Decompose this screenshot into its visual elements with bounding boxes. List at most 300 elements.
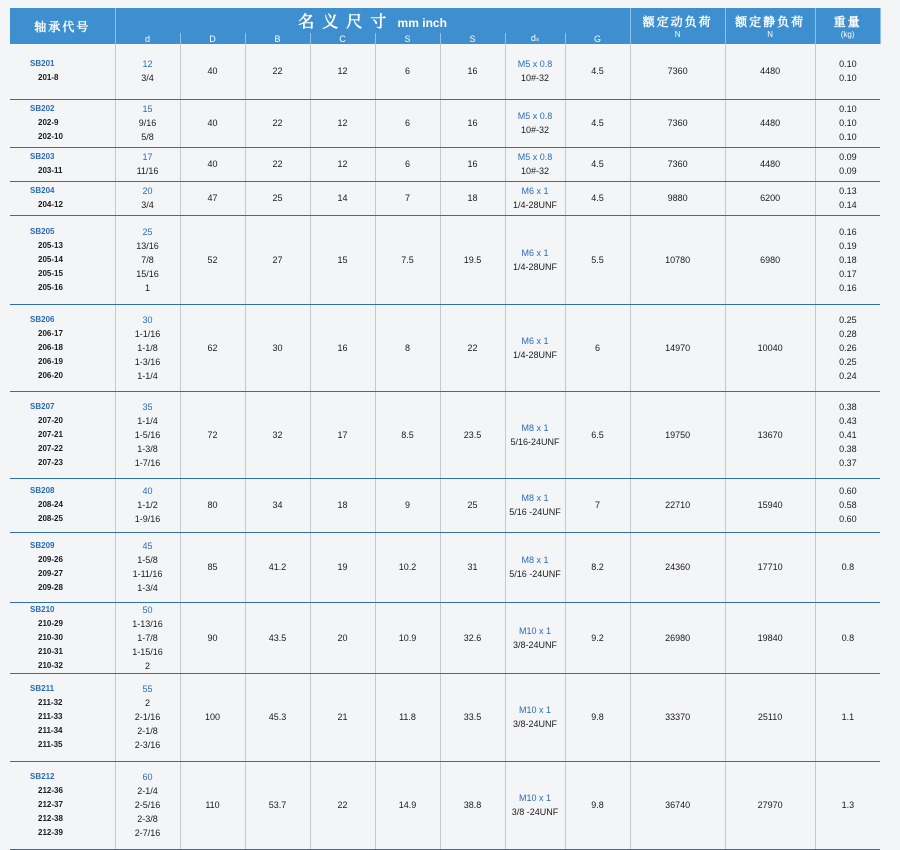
set-screw-imperial: 3/8 -24UNF (511, 807, 559, 817)
static-load-cell: 6980 (725, 215, 815, 304)
weight-value: 0.16 (839, 226, 857, 237)
bore-cell (115, 215, 180, 304)
bearing-group-row (10, 391, 880, 478)
S1-cell: 10.9 (375, 602, 440, 673)
weight-cell (815, 181, 880, 215)
S2-cell: 22 (440, 304, 505, 391)
bearing-group-row (10, 761, 880, 849)
set-screw-metric: M10 x 1 (518, 625, 551, 636)
G-cell: 4.5 (565, 147, 630, 181)
bore-inch: 1-1/4 (137, 415, 158, 426)
sub-code: 211-32 (38, 698, 63, 707)
set-screw-imperial: 5/16 -24UNF (509, 507, 561, 517)
width-B-cell: 25 (245, 181, 310, 215)
outer-diameter-cell: 40 (180, 44, 245, 99)
bore-inch: 2 (144, 698, 150, 708)
weight-cell (815, 673, 880, 761)
sub-code: 205-14 (38, 254, 63, 264)
S2-cell: 23.5 (440, 391, 505, 478)
bore-inch: 11/16 (136, 166, 159, 176)
S2-cell: 31 (440, 532, 505, 602)
sub-code: 207-23 (38, 457, 63, 467)
sub-code: 202-10 (38, 132, 63, 141)
bore-inch: 2-1/4 (137, 786, 158, 796)
sb-code: SB208 (30, 486, 55, 495)
outer-diameter-cell: 40 (180, 99, 245, 147)
header-static-load: 额定静负荷 N (725, 8, 815, 44)
G-cell: 9.8 (565, 673, 630, 761)
weight-value: 0.41 (839, 429, 857, 440)
bore-inch: 2-1/16 (134, 712, 161, 722)
width-C-cell: 15 (310, 215, 375, 304)
width-C-cell: 20 (310, 602, 375, 673)
set-screw-imperial: 1/4-28UNF (512, 200, 557, 210)
dynamic-load-cell: 22710 (630, 478, 725, 532)
width-B-cell: 27 (245, 215, 310, 304)
width-B-cell: 22 (245, 99, 310, 147)
set-screw-imperial: 10#-32 (520, 166, 550, 176)
bore-inch: 15/16 (136, 268, 159, 279)
sub-code: 210-31 (38, 646, 63, 656)
set-screw-imperial: 5/16-24UNF (510, 436, 560, 447)
weight-cell (815, 391, 880, 478)
weight-cell (815, 99, 880, 147)
weight-value: 0.25 (839, 314, 857, 325)
outer-diameter-cell: 52 (180, 215, 245, 304)
bore-inch: 1-15/16 (132, 646, 163, 657)
bearing-group-row (10, 147, 880, 181)
bearing-group-row (10, 602, 880, 673)
sub-code: 212-37 (38, 800, 63, 809)
bearing-code-cell (10, 761, 115, 849)
sub-code: 206-20 (38, 370, 63, 380)
bearing-group-row (10, 215, 880, 304)
header-G: G (565, 33, 630, 44)
sb-code: SB204 (30, 186, 55, 195)
sb-code: SB209 (30, 541, 55, 550)
sub-code: 210-30 (38, 632, 63, 642)
set-screw-imperial: 5/16 -24UNF (509, 569, 561, 579)
G-cell: 7 (565, 478, 630, 532)
bore-mm: 45 (142, 541, 153, 551)
bore-mm: 40 (142, 486, 153, 496)
bore-mm: 25 (142, 226, 153, 237)
G-cell: 9.8 (565, 761, 630, 849)
weight-value: 0.09 (839, 166, 857, 176)
header-S2: S (440, 33, 505, 44)
bore-inch: 1-5/8 (137, 555, 158, 565)
dynamic-load-cell: 24360 (630, 532, 725, 602)
width-C-cell: 16 (310, 304, 375, 391)
weight-value: 0.8 (841, 632, 855, 643)
static-load-cell: 15940 (725, 478, 815, 532)
set-screw-imperial: 3/8-24UNF (512, 639, 557, 650)
bore-inch: 2-7/16 (134, 828, 161, 838)
set-screw-metric: M10 x 1 (518, 705, 551, 715)
outer-diameter-cell: 110 (180, 761, 245, 849)
set-screw-imperial: 1/4-28UNF (512, 261, 557, 272)
bore-inch: 1-3/16 (134, 356, 161, 367)
weight-value: 0.24 (839, 370, 857, 381)
weight-cell (815, 304, 880, 391)
sub-code: 205-16 (38, 282, 63, 292)
bearing-group-row (10, 99, 880, 147)
weight-value: 0.10 (839, 118, 857, 128)
header-weight: 重量 (kg) (815, 8, 880, 44)
outer-diameter-cell: 85 (180, 532, 245, 602)
weight-value: 0.26 (839, 342, 857, 353)
set-screw-imperial: 10#-32 (520, 73, 550, 84)
bore-cell (115, 602, 180, 673)
bore-inch: 1-9/16 (134, 514, 161, 524)
G-cell: 4.5 (565, 181, 630, 215)
bore-cell (115, 673, 180, 761)
bore-mm: 20 (142, 186, 153, 196)
width-B-cell: 43.5 (245, 602, 310, 673)
weight-value: 0.10 (839, 59, 857, 70)
sub-code: 210-29 (38, 618, 63, 628)
bore-cell (115, 391, 180, 478)
sb-code: SB206 (30, 314, 55, 324)
sub-code: 212-36 (38, 786, 63, 795)
static-load-cell: 27970 (725, 761, 815, 849)
bore-inch: 1-13/16 (132, 618, 163, 629)
sub-code: 202-9 (38, 118, 59, 127)
bore-inch: 3/4 (141, 200, 154, 210)
width-B-cell: 22 (245, 44, 310, 99)
width-C-cell: 12 (310, 99, 375, 147)
set-screw-metric: M6 x 1 (521, 186, 549, 196)
G-cell: 8.2 (565, 532, 630, 602)
weight-value: 1.3 (841, 800, 855, 810)
weight-cell (815, 147, 880, 181)
bore-inch: 1-1/2 (137, 500, 158, 510)
width-B-cell: 53.7 (245, 761, 310, 849)
width-C-cell: 19 (310, 532, 375, 602)
bore-cell (115, 147, 180, 181)
sub-code: 207-20 (38, 415, 63, 425)
static-load-cell: 4480 (725, 147, 815, 181)
bore-mm: 60 (142, 772, 153, 782)
static-load-cell: 19840 (725, 602, 815, 673)
width-C-cell: 14 (310, 181, 375, 215)
sub-code: 212-39 (38, 828, 63, 837)
S1-cell: 10.2 (375, 532, 440, 602)
S1-cell: 7 (375, 181, 440, 215)
static-load-cell: 10040 (725, 304, 815, 391)
bore-inch: 2-5/16 (134, 800, 161, 810)
weight-value: 0.16 (839, 282, 857, 293)
outer-diameter-cell: 40 (180, 147, 245, 181)
weight-value: 1.1 (841, 712, 855, 722)
weight-cell (815, 478, 880, 532)
width-C-cell: 12 (310, 147, 375, 181)
sub-code: 206-19 (38, 356, 63, 366)
bearing-group-row (10, 181, 880, 215)
set-screw-metric: M5 x 0.8 (517, 152, 553, 162)
set-screw-metric: M8 x 1 (521, 493, 549, 503)
sb-code: SB205 (30, 226, 55, 236)
bore-inch: 2 (144, 660, 150, 671)
header-B: B (245, 33, 310, 44)
bore-inch: 2-1/8 (137, 726, 158, 736)
G-cell: 4.5 (565, 44, 630, 99)
sub-code: 206-18 (38, 342, 63, 352)
weight-value: 0.09 (839, 152, 857, 162)
set-screw-cell (505, 532, 565, 602)
bore-inch: 1-11/16 (132, 569, 163, 579)
bore-mm: 55 (142, 684, 153, 694)
sb-code: SB201 (30, 59, 55, 69)
sub-code: 207-21 (38, 429, 63, 439)
set-screw-metric: M8 x 1 (521, 422, 549, 433)
static-load-cell: 17710 (725, 532, 815, 602)
static-load-cell: 4480 (725, 99, 815, 147)
bearing-code-cell (10, 478, 115, 532)
bearing-group-row (10, 478, 880, 532)
outer-diameter-cell: 62 (180, 304, 245, 391)
sub-code: 204-12 (38, 200, 63, 209)
weight-value: 0.8 (841, 562, 855, 572)
weight-value: 0.18 (839, 254, 857, 265)
set-screw-cell (505, 99, 565, 147)
set-screw-metric: M10 x 1 (518, 793, 551, 803)
spec-table-body (10, 44, 880, 849)
bore-cell (115, 532, 180, 602)
bore-cell (115, 99, 180, 147)
S1-cell: 6 (375, 44, 440, 99)
sub-code: 210-32 (38, 660, 63, 670)
set-screw-metric: M8 x 1 (521, 555, 549, 565)
sub-code: 206-17 (38, 328, 63, 338)
weight-value: 0.43 (839, 415, 857, 426)
S2-cell: 38.8 (440, 761, 505, 849)
weight-value: 0.19 (839, 240, 857, 251)
bore-mm: 30 (142, 314, 153, 325)
sb-code: SB212 (30, 772, 55, 781)
width-B-cell: 30 (245, 304, 310, 391)
dynamic-load-cell: 7360 (630, 147, 725, 181)
dynamic-load-cell: 14970 (630, 304, 725, 391)
weight-value: 0.60 (839, 486, 857, 496)
G-cell: 9.2 (565, 602, 630, 673)
bearing-code-cell (10, 215, 115, 304)
set-screw-cell (505, 147, 565, 181)
outer-diameter-cell: 90 (180, 602, 245, 673)
width-C-cell: 22 (310, 761, 375, 849)
sub-code: 205-15 (38, 268, 63, 278)
sub-code: 207-22 (38, 443, 63, 453)
bore-inch: 13/16 (136, 240, 159, 251)
weight-value: 0.10 (839, 132, 857, 142)
S2-cell: 16 (440, 44, 505, 99)
S2-cell: 18 (440, 181, 505, 215)
dynamic-load-cell: 10780 (630, 215, 725, 304)
bearing-code-cell (10, 99, 115, 147)
header-D: D (180, 33, 245, 44)
set-screw-metric: M5 x 0.8 (517, 59, 553, 70)
set-screw-cell (505, 761, 565, 849)
S2-cell: 16 (440, 99, 505, 147)
width-C-cell: 18 (310, 478, 375, 532)
weight-value: 0.25 (839, 356, 857, 367)
G-cell: 6 (565, 304, 630, 391)
outer-diameter-cell: 47 (180, 181, 245, 215)
set-screw-metric: M6 x 1 (521, 335, 549, 346)
width-B-cell: 34 (245, 478, 310, 532)
bearing-code-cell (10, 181, 115, 215)
bore-inch: 2-3/16 (134, 740, 161, 750)
sub-code: 211-33 (38, 712, 63, 721)
S2-cell: 33.5 (440, 673, 505, 761)
G-cell: 5.5 (565, 215, 630, 304)
header-C: C (310, 33, 375, 44)
sub-code: 212-38 (38, 814, 63, 823)
header-ds: dₛ (505, 33, 565, 44)
width-C-cell: 12 (310, 44, 375, 99)
bore-inch: 1-7/16 (134, 457, 161, 468)
bore-cell (115, 44, 180, 99)
weight-cell (815, 602, 880, 673)
bearing-group-row (10, 532, 880, 602)
dynamic-load-cell: 19750 (630, 391, 725, 478)
weight-value: 0.28 (839, 328, 857, 339)
bore-mm: 35 (142, 401, 153, 412)
bearing-code-cell (10, 673, 115, 761)
sub-code: 211-34 (38, 726, 63, 735)
S1-cell: 7.5 (375, 215, 440, 304)
G-cell: 6.5 (565, 391, 630, 478)
bore-inch: 1-1/4 (137, 370, 158, 381)
weight-value: 0.10 (839, 73, 857, 84)
set-screw-cell (505, 478, 565, 532)
bearing-code-cell (10, 147, 115, 181)
width-B-cell: 32 (245, 391, 310, 478)
weight-value: 0.38 (839, 443, 857, 454)
weight-value: 0.38 (839, 401, 857, 412)
bore-inch: 1-5/16 (134, 429, 161, 440)
bore-inch: 1-7/8 (137, 632, 158, 643)
weight-value: 0.10 (839, 104, 857, 114)
weight-value: 0.14 (839, 200, 857, 210)
bore-mm: 17 (142, 152, 153, 162)
S1-cell: 8 (375, 304, 440, 391)
bore-mm: 50 (142, 604, 153, 615)
weight-cell (815, 532, 880, 602)
set-screw-cell (505, 391, 565, 478)
dynamic-load-cell: 9880 (630, 181, 725, 215)
set-screw-cell (505, 181, 565, 215)
outer-diameter-cell: 100 (180, 673, 245, 761)
dynamic-load-cell: 33370 (630, 673, 725, 761)
dynamic-load-cell: 7360 (630, 44, 725, 99)
set-screw-metric: M6 x 1 (521, 247, 549, 258)
outer-diameter-cell: 80 (180, 478, 245, 532)
sub-code: 209-26 (38, 555, 63, 564)
sb-code: SB211 (30, 684, 55, 693)
bore-cell (115, 304, 180, 391)
sb-code: SB202 (30, 104, 55, 113)
sub-code: 203-11 (38, 166, 63, 175)
sub-code: 205-13 (38, 240, 63, 250)
header-code: 轴承代号 (10, 8, 115, 44)
bore-inch: 3/4 (141, 73, 154, 84)
weight-value: 0.37 (839, 457, 857, 468)
weight-cell (815, 761, 880, 849)
bearing-code-cell (10, 44, 115, 99)
bore-mm: 12 (142, 59, 153, 70)
S1-cell: 6 (375, 99, 440, 147)
bore-inch: 2-3/8 (137, 814, 158, 824)
bearing-spec-sheet (10, 8, 880, 836)
bore-cell (115, 761, 180, 849)
bearing-group-row (10, 44, 880, 99)
sub-code: 211-35 (38, 740, 63, 749)
static-load-cell: 25110 (725, 673, 815, 761)
S2-cell: 19.5 (440, 215, 505, 304)
bearing-code-cell (10, 304, 115, 391)
weight-cell (815, 215, 880, 304)
sub-code: 209-27 (38, 569, 63, 578)
bore-inch: 5/8 (141, 132, 154, 142)
set-screw-cell (505, 602, 565, 673)
sub-code: 208-25 (38, 514, 63, 523)
sb-code: SB203 (30, 152, 55, 161)
static-load-cell: 4480 (725, 44, 815, 99)
S2-cell: 25 (440, 478, 505, 532)
bore-mm: 15 (142, 104, 153, 114)
dynamic-load-cell: 7360 (630, 99, 725, 147)
dynamic-load-cell: 26980 (630, 602, 725, 673)
weight-cell (815, 44, 880, 99)
header-nominal: 名义尺寸 mm inch (115, 8, 630, 33)
bearing-group-row (10, 673, 880, 761)
bore-cell (115, 478, 180, 532)
S1-cell: 14.9 (375, 761, 440, 849)
sub-code: 201-8 (38, 73, 59, 83)
header-S1: S (375, 33, 440, 44)
S2-cell: 32.6 (440, 602, 505, 673)
header-dynamic-load: 额定动负荷 N (630, 8, 725, 44)
width-C-cell: 17 (310, 391, 375, 478)
weight-value: 0.13 (839, 186, 857, 196)
static-load-cell: 6200 (725, 181, 815, 215)
dynamic-load-cell: 36740 (630, 761, 725, 849)
set-screw-metric: M5 x 0.8 (517, 111, 553, 121)
set-screw-imperial: 3/8-24UNF (512, 719, 557, 729)
set-screw-cell (505, 673, 565, 761)
outer-diameter-cell: 72 (180, 391, 245, 478)
header-d: d (115, 33, 180, 44)
set-screw-cell (505, 44, 565, 99)
bore-cell (115, 181, 180, 215)
S1-cell: 6 (375, 147, 440, 181)
S1-cell: 8.5 (375, 391, 440, 478)
bore-inch: 1-3/4 (137, 583, 158, 593)
G-cell: 4.5 (565, 99, 630, 147)
S1-cell: 9 (375, 478, 440, 532)
width-C-cell: 21 (310, 673, 375, 761)
sub-code: 208-24 (38, 500, 63, 509)
bearing-code-cell (10, 391, 115, 478)
bore-inch: 7/8 (141, 254, 154, 265)
bore-inch: 1-1/16 (134, 328, 161, 339)
bearing-code-cell (10, 532, 115, 602)
set-screw-imperial: 10#-32 (520, 125, 550, 135)
bore-inch: 1-3/8 (137, 443, 158, 454)
set-screw-cell (505, 304, 565, 391)
bearing-spec-table (10, 8, 881, 850)
